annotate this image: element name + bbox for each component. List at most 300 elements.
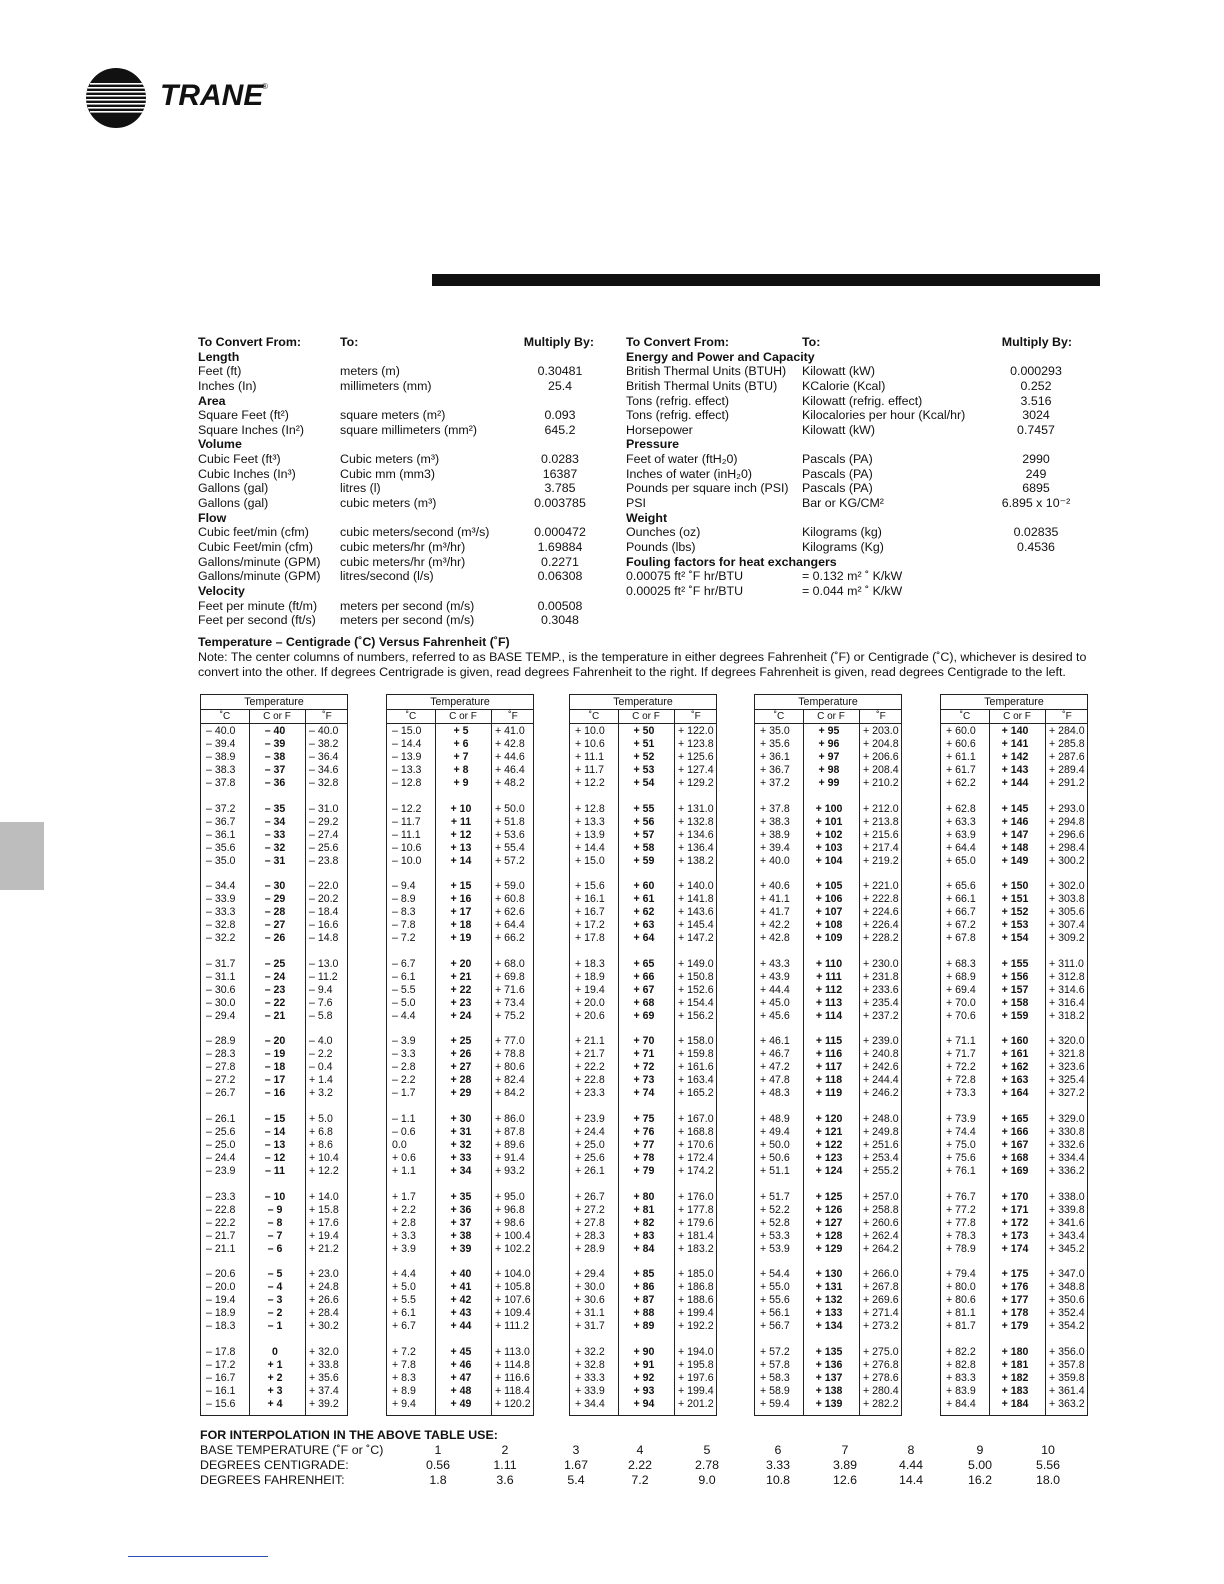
celsius-cell: – 14.4 [392,738,422,750]
celsius-cell: – 23.3 [206,1190,236,1203]
base-temp-cell: + 156 [1001,970,1029,983]
celsius-cell: + 45.6 [760,1009,790,1022]
celsius-cell: – 12.8 [392,777,422,789]
celsius-cell: – 17.8 [206,1345,236,1358]
fahrenheit-cell: + 334.4 [1049,1152,1085,1164]
celsius-cell: + 18.9 [575,970,605,983]
fahrenheit-cell: – 7.6 [309,996,333,1009]
base-temp-cell: + 94 [633,1397,655,1410]
celsius-cell: + 16.7 [575,906,605,919]
celsius-cell: – 28.3 [206,1048,236,1061]
fahrenheit-cell: + 120.2 [495,1397,531,1410]
celsius-cell: – 37.2 [206,802,236,815]
interpolation-value: 5 [703,1443,711,1457]
convert-from: Inches (In) [198,378,257,393]
celsius-cell: + 51.7 [760,1190,790,1203]
celsius-cell: + 47.2 [760,1061,790,1074]
base-temp-cell: + 19 [450,932,472,945]
celsius-cell: – 15.0 [392,725,422,737]
celsius-cell: – 7.2 [392,932,416,945]
celsius-cell: + 43.3 [760,957,790,970]
section-heading [198,394,598,409]
interpolation-row [200,1473,1100,1488]
celsius-cell: + 80.0 [946,1281,976,1294]
celsius-cell: – 17.2 [206,1358,236,1371]
fahrenheit-cell: + 181.4 [678,1229,714,1242]
celsius-cell: – 6.7 [392,957,416,970]
convert-to: Kilowatt (refrig. effect) [802,393,923,408]
base-temp-cell: – 8 [267,1216,283,1229]
celsius-cell: – 10.0 [392,854,422,867]
section-label: Volume [198,437,242,452]
celsius-cell: – 5.5 [392,983,416,996]
fahrenheit-cell: + 273.2 [863,1320,899,1333]
column-divider [1045,710,1046,1415]
fahrenheit-cell: + 71.6 [495,983,525,996]
celsius-cell: – 21.1 [206,1242,236,1255]
fahrenheit-cell: + 271.4 [863,1307,899,1320]
conversion-row [198,569,598,584]
celsius-cell: + 84.4 [946,1397,976,1410]
base-temp-cell: + 118 [815,1074,843,1087]
convert-from: Tons (refrig. effect) [626,408,730,423]
interpolation-title: FOR INTERPOLATION IN THE ABOVE TABLE USE: [200,1428,498,1442]
temperature-table [386,694,534,1416]
celsius-cell: + 40.6 [760,880,790,893]
fahrenheit-cell: + 80.6 [495,1061,525,1074]
fahrenheit-cell: + 14.0 [309,1190,339,1203]
column-divider [674,710,675,1415]
base-temp-cell: + 149 [1001,854,1029,867]
column-header: ˚F [322,711,332,722]
interpolation-value: 3 [572,1443,580,1457]
multiply-by: 6895 [1022,481,1050,496]
conversion-row [198,379,598,394]
celsius-cell: – 31.1 [206,970,236,983]
interpolation-value: 6 [774,1443,782,1457]
interpolation-value: 9.0 [698,1473,716,1487]
convert-to: Pascals (PA) [802,466,873,481]
base-temp-cell: + 140 [1001,725,1029,737]
table-header: Temperature [387,695,533,710]
convert-to: KCalorie (Kcal) [802,378,886,393]
celsius-cell: + 13.3 [575,815,605,828]
footer-link-line [128,1556,268,1557]
celsius-cell: – 36.7 [206,815,236,828]
base-temp-cell: + 104 [815,854,843,867]
fahrenheit-cell: + 341.6 [1049,1216,1085,1229]
interpolation-value: 7.2 [631,1473,649,1487]
base-temp-cell: + 24 [450,1009,472,1022]
fahrenheit-cell: + 174.2 [678,1165,714,1177]
conversion-row [198,408,598,423]
base-temp-cell: + 11 [450,815,472,828]
celsius-cell: + 76.1 [946,1165,976,1177]
base-temp-cell: – 39 [264,738,286,750]
celsius-cell: – 2.8 [392,1061,416,1074]
interpolation-value: 7 [841,1443,849,1457]
base-temp-cell: + 16 [450,893,472,906]
fahrenheit-cell: + 192.2 [678,1320,714,1333]
column-header: C or F [449,711,477,722]
celsius-cell: + 18.3 [575,957,605,970]
base-temp-cell: + 101 [815,815,843,828]
fahrenheit-cell: + 194.0 [678,1345,714,1358]
celsius-cell: + 74.4 [946,1126,976,1138]
base-temp-cell: + 33 [450,1152,472,1164]
multiply-by: 6.895 x 10⁻² [1001,496,1071,511]
base-temp-cell: + 86 [633,1281,655,1294]
fahrenheit-cell: + 248.0 [863,1113,899,1125]
table-header: Temperature [941,695,1087,710]
celsius-cell: + 81.1 [946,1307,976,1320]
fahrenheit-cell: + 325.4 [1049,1074,1085,1087]
base-temp-cell: – 22 [264,996,286,1009]
base-temp-cell: – 21 [264,1009,286,1022]
celsius-cell: + 70.6 [946,1009,976,1022]
multiply-by: 2990 [1022,452,1050,467]
fahrenheit-cell: + 26.6 [309,1294,339,1307]
fahrenheit-cell: + 318.2 [1049,1009,1085,1022]
fahrenheit-cell: + 73.4 [495,996,525,1009]
base-temp-cell: – 25 [264,957,286,970]
celsius-cell: + 51.1 [760,1165,790,1177]
base-temp-cell: + 183 [1001,1384,1029,1397]
base-temp-cell: + 160 [1001,1035,1029,1048]
multiply-by: 0.7457 [1017,422,1055,437]
celsius-cell: + 60.6 [946,738,976,750]
celsius-cell: + 1.1 [392,1165,416,1177]
fahrenheit-cell: + 210.2 [863,777,899,789]
fahrenheit-cell: + 118.4 [495,1384,530,1397]
section-label: Area [198,393,226,408]
convert-from: Inches of water (inH₂0) [626,466,753,481]
convert-from: Square Feet (ft²) [198,408,289,423]
header-to: To: [802,335,821,349]
fahrenheit-cell: + 159.8 [678,1048,714,1061]
section-heading [626,437,1074,452]
base-temp-cell: + 134 [815,1320,843,1333]
convert-to: Pascals (PA) [802,481,873,496]
fahrenheit-cell: – 29.2 [309,815,339,828]
temperature-table [569,694,717,1416]
celsius-cell: – 11.1 [392,828,421,841]
fahrenheit-cell: + 208.4 [863,764,899,776]
fahrenheit-cell: + 132.8 [678,815,714,828]
convert-to: cubic meters/hr (m³/hr) [340,554,466,569]
fahrenheit-cell: + 140.0 [678,880,714,893]
column-header: ˚F [508,711,518,722]
fahrenheit-cell: + 105.8 [495,1281,531,1294]
celsius-cell: + 1.7 [392,1190,416,1203]
base-temp-cell: + 126 [815,1203,843,1216]
title-bar [432,274,1100,286]
base-temp-cell: + 148 [1001,841,1029,854]
fahrenheit-cell: + 143.6 [678,906,714,919]
convert-to: litres (l) [340,481,381,496]
fahrenheit-cell: + 30.2 [309,1320,339,1333]
celsius-cell: + 37.8 [760,802,790,815]
base-temp-cell: – 38 [264,751,286,763]
base-temp-cell: + 65 [633,957,655,970]
base-temp-cell: – 9 [267,1203,283,1216]
celsius-cell: – 9.4 [392,880,416,893]
base-temp-cell: + 56 [633,815,655,828]
celsius-cell: + 17.2 [575,919,605,932]
multiply-by: 1.69884 [537,539,583,554]
interpolation-value: 1.67 [563,1458,589,1472]
fahrenheit-cell: + 64.4 [495,919,525,932]
celsius-cell: – 3.9 [392,1035,416,1048]
fahrenheit-cell: + 17.6 [309,1216,339,1229]
header-divider [755,723,901,724]
base-temp-cell: + 40 [450,1268,472,1281]
table-header: Temperature [570,695,716,710]
base-temp-cell: – 40 [264,725,286,737]
celsius-cell: – 19.4 [206,1294,236,1307]
base-temp-cell: + 124 [815,1165,843,1177]
base-temp-cell: + 99 [818,777,840,789]
celsius-cell: – 25.0 [206,1139,236,1151]
celsius-cell: + 71.1 [946,1035,976,1048]
fahrenheit-cell: + 329.0 [1049,1113,1085,1125]
convert-from: Gallons (gal) [198,481,269,496]
base-temp-cell: + 153 [1001,919,1029,932]
base-temp-cell: + 115 [815,1035,843,1048]
celsius-cell: – 3.3 [392,1048,416,1061]
fahrenheit-cell: + 312.8 [1049,970,1085,983]
base-temp-cell: + 147 [1001,828,1029,841]
convert-to: Bar or KG/CM² [802,496,884,511]
header-divider [941,723,1087,724]
base-temp-cell: + 47 [450,1371,472,1384]
multiply-by: 3.785 [544,481,576,496]
celsius-cell: + 52.8 [760,1216,790,1229]
base-temp-cell: + 71 [633,1048,655,1061]
convert-from: Feet per minute (ft/m) [198,598,318,613]
celsius-cell: – 30.6 [206,983,236,996]
base-temp-cell: – 1 [267,1320,283,1333]
fahrenheit-cell: + 95.0 [495,1190,525,1203]
convert-from: Gallons (gal) [198,496,269,511]
fahrenheit-cell: – 18.4 [309,906,339,919]
base-temp-cell: + 169 [1001,1165,1029,1177]
fahrenheit-cell: + 46.4 [495,764,525,776]
fahrenheit-cell: + 168.8 [678,1126,714,1138]
fahrenheit-cell: + 195.8 [678,1358,714,1371]
base-temp-cell: + 90 [633,1345,655,1358]
celsius-cell: + 44.4 [760,983,790,996]
base-temp-cell: + 63 [633,919,655,932]
interpolation-value: 5.00 [967,1458,993,1472]
celsius-cell: – 1.7 [392,1087,416,1100]
base-temp-cell: + 97 [818,751,840,763]
base-temp-cell: + 38 [450,1229,472,1242]
celsius-cell: + 14.4 [575,841,605,854]
base-temp-cell: – 4 [267,1281,283,1294]
base-temp-cell: – 13 [264,1139,286,1151]
fahrenheit-cell: + 300.2 [1049,854,1085,867]
celsius-cell: + 33.9 [575,1384,605,1397]
celsius-cell: + 12.8 [575,802,605,815]
fahrenheit-cell: + 3.2 [309,1087,333,1100]
fahrenheit-cell: + 66.2 [495,932,525,945]
celsius-cell: – 21.7 [206,1229,236,1242]
celsius-cell: – 23.9 [206,1165,236,1177]
base-temp-cell: + 31 [450,1126,472,1138]
fahrenheit-cell: + 284.0 [1049,725,1085,737]
conversion-row [626,408,1074,423]
fahrenheit-cell: + 93.2 [495,1165,525,1177]
base-temp-cell: + 132 [815,1294,843,1307]
conversion-row [198,481,598,496]
column-header: ˚F [876,711,886,722]
fahrenheit-cell: + 356.0 [1049,1345,1085,1358]
fahrenheit-cell: + 141.8 [678,893,714,906]
celsius-cell: + 77.2 [946,1203,976,1216]
conversion-table-right [626,335,1074,599]
base-temp-cell: + 106 [815,893,843,906]
base-temp-cell: + 137 [815,1371,843,1384]
celsius-cell: + 2.8 [392,1216,416,1229]
fahrenheit-cell: + 185.0 [678,1268,714,1281]
celsius-cell: + 31.1 [575,1307,605,1320]
column-header: ˚C [405,711,417,722]
fahrenheit-cell: – 0.4 [309,1061,333,1074]
fahrenheit-cell: + 267.8 [863,1281,899,1294]
celsius-cell: – 32.2 [206,932,236,945]
base-temp-cell: + 157 [1001,983,1029,996]
fahrenheit-cell: + 363.2 [1049,1397,1085,1410]
interpolation-value: 5.56 [1035,1458,1061,1472]
fahrenheit-cell: + 244.4 [863,1074,899,1087]
fahrenheit-cell: + 12.2 [309,1165,339,1177]
celsius-cell: + 6.7 [392,1320,416,1333]
base-temp-cell: + 74 [633,1087,655,1100]
celsius-cell: + 63.9 [946,828,976,841]
conversion-row [198,364,598,379]
base-temp-cell: + 154 [1001,932,1029,945]
celsius-cell: + 55.0 [760,1281,790,1294]
fahrenheit-cell: + 44.6 [495,751,525,763]
base-temp-cell: + 3 [267,1384,283,1397]
conversion-row [198,599,598,614]
temperature-table [940,694,1088,1416]
multiply-by: 0.000472 [534,525,586,540]
celsius-cell: + 60.0 [946,725,976,737]
base-temp-cell: + 80 [633,1190,655,1203]
base-temp-cell: – 24 [264,970,286,983]
multiply-by: 0.06308 [537,569,583,584]
base-temp-cell: + 105 [815,880,843,893]
conversion-row [626,481,1074,496]
convert-from: Tons (refrig. effect) [626,393,730,408]
base-temp-cell: + 81 [633,1203,655,1216]
celsius-cell: – 13.9 [392,751,422,763]
conversion-row [626,525,1074,540]
base-temp-cell: + 177 [1001,1294,1029,1307]
convert-to: Kilocalories per hour (Kcal/hr) [802,408,966,423]
base-temp-cell: + 173 [1001,1229,1029,1242]
fahrenheit-cell: – 11.2 [309,970,338,983]
celsius-cell: + 25.6 [575,1152,605,1164]
table-header: Temperature [755,695,901,710]
base-temp-cell: + 17 [450,906,472,919]
fahrenheit-cell: + 91.4 [495,1152,525,1164]
celsius-cell: + 77.8 [946,1216,976,1229]
celsius-cell: + 29.4 [575,1268,605,1281]
base-temp-cell: + 179 [1001,1320,1029,1333]
section-label: Pressure [626,437,680,452]
fahrenheit-cell: – 4.0 [309,1035,333,1048]
base-temp-cell: + 72 [633,1061,655,1074]
conversion-header [198,335,598,350]
fahrenheit-cell: – 31.0 [309,802,339,815]
convert-to: Cubic mm (mm3) [340,466,435,481]
convert-from: Cubic Inches (In³) [198,466,296,481]
fahrenheit-cell: + 321.8 [1049,1048,1085,1061]
base-temp-cell: + 39 [450,1242,472,1255]
fahrenheit-cell: + 278.6 [863,1371,899,1384]
base-temp-cell: + 64 [633,932,655,945]
celsius-cell: + 52.2 [760,1203,790,1216]
conversion-row [198,525,598,540]
celsius-cell: + 72.8 [946,1074,976,1087]
base-temp-cell: – 33 [264,828,286,841]
base-temp-cell: + 75 [633,1113,655,1125]
fahrenheit-cell: – 9.4 [309,983,333,996]
fahrenheit-cell: + 152.6 [678,983,714,996]
fahrenheit-cell: + 237.2 [863,1009,899,1022]
section-label: Weight [626,510,668,525]
fahrenheit-cell: + 163.4 [678,1074,714,1087]
column-divider [859,710,860,1415]
base-temp-cell: + 141 [1001,738,1029,750]
celsius-cell: + 82.2 [946,1345,976,1358]
celsius-cell: + 36.7 [760,764,790,776]
fahrenheit-cell: + 86.0 [495,1113,525,1125]
fahrenheit-cell: – 20.2 [309,893,339,906]
fahrenheit-cell: – 22.0 [309,880,339,893]
fahrenheit-cell: + 350.6 [1049,1294,1085,1307]
temperature-note: Note: The center columns of numbers, referred to as BASE TEMP., is the temperature in either degrees Fahrenheit (˚F) or Centigrade (˚C), whichever is desired to convert into the other. If degrees Centrigrade is given, read degrees Fahrenheit to the right. If degrees Fahrenheit is given, read degrees Centigrade to the left. [198,650,1087,679]
base-temp-cell: + 143 [1001,764,1029,776]
fahrenheit-cell: + 109.4 [495,1307,531,1320]
fahrenheit-cell: – 23.8 [309,854,339,867]
fahrenheit-cell: + 327.2 [1049,1087,1085,1100]
fahrenheit-cell: – 27.4 [309,828,339,841]
celsius-cell: + 41.1 [760,893,790,906]
fahrenheit-cell: + 215.6 [863,828,899,841]
base-temp-cell: – 5 [267,1268,283,1281]
base-temp-cell: + 18 [450,919,472,932]
fahrenheit-cell: – 36.4 [309,751,339,763]
column-header: ˚F [691,711,701,722]
celsius-cell: + 48.9 [760,1113,790,1125]
interpolation-value: 3.89 [832,1458,858,1472]
celsius-cell: + 5.5 [392,1294,416,1307]
base-temp-cell: – 17 [264,1074,286,1087]
fahrenheit-cell: + 21.2 [309,1242,339,1255]
celsius-cell: + 58.3 [760,1371,790,1384]
section-label: Fouling factors for heat exchangers [626,554,837,569]
celsius-cell: + 83.3 [946,1371,976,1384]
column-header: ˚C [773,711,785,722]
celsius-cell: – 35.0 [206,854,236,867]
celsius-cell: – 37.8 [206,777,236,789]
celsius-cell: + 78.3 [946,1229,976,1242]
fahrenheit-cell: + 123.8 [678,738,714,750]
